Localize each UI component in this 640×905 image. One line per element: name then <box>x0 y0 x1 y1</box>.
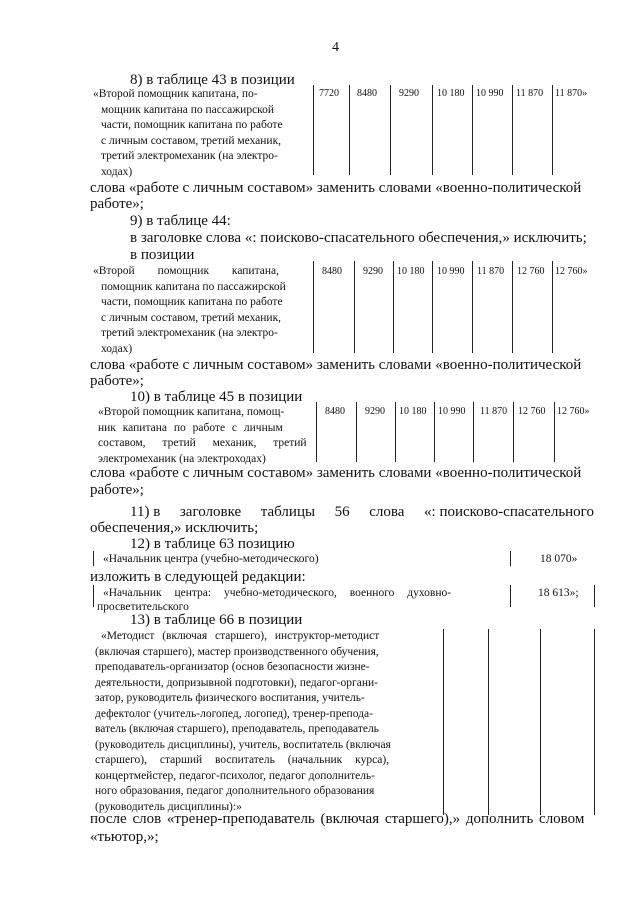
item9-heading: 9) в таблице 44: <box>130 213 231 229</box>
item8-col-border <box>349 85 350 175</box>
item8-value: 8480 <box>357 88 377 99</box>
item13-desc-line: преподаватель-организатор (основ безопасности жизне- <box>95 661 370 673</box>
item8-value: 11 870 <box>516 88 544 99</box>
item13-desc-line: ного образования, педагог дополнительного образования <box>95 785 375 797</box>
item10-desc-line: составом, третий механик, третий <box>98 437 307 449</box>
item9-value: 8480 <box>322 266 342 277</box>
item9-desc-line: третий электромеханик (на электро- <box>101 327 278 339</box>
item9-col-border <box>512 261 513 353</box>
item10-col-border <box>395 402 396 462</box>
item13-desc-line: дефектолог (учитель-логопед, логопед), тренер-препода- <box>95 707 373 720</box>
item12-old-desc: «Начальник центра (учебно-методического) <box>103 553 319 565</box>
item8-col-border <box>313 85 314 175</box>
item8-replace-line: слова «работе с личным составом» заменить словами «военно-политической <box>90 180 582 196</box>
item9-value: 10 990 <box>437 266 465 277</box>
item12-new-desc-line: просветительского <box>97 601 189 613</box>
item13-desc-line: (руководитель дисциплины):» <box>95 800 242 813</box>
item10-value: 12 760» <box>557 406 590 417</box>
item9-replace-line: работе»; <box>90 373 144 389</box>
item13-col-border <box>443 629 444 815</box>
item8-desc-line: «Второй помощник капитана, по- <box>93 88 258 100</box>
item10-replace-line: слова «работе с личным составом» заменить словами «военно-политической <box>90 465 582 481</box>
item8-col-border <box>472 85 473 175</box>
item9-col-border <box>432 261 433 353</box>
item10-description <box>98 405 312 467</box>
item13-after-line: после слов «тренер-преподаватель (включая старшего),» дополнить словом <box>90 811 585 827</box>
item13-desc-line: деятельности, допризывной подготовки), педагог-органи- <box>95 676 378 689</box>
item8-desc-line: мощник капитана по пассажирской <box>101 103 275 116</box>
item9-desc-line: с личным составом, третий механик, <box>101 311 282 324</box>
item13-desc-line: старшего), старший воспитатель (начальник курса), <box>95 754 390 766</box>
item11-word: таблицы <box>260 504 316 520</box>
item8-heading: 8) в таблице 43 в позиции <box>130 72 295 88</box>
item12-row-border <box>510 585 511 607</box>
page-number: 4 <box>332 40 339 55</box>
item8-desc-line: ходах) <box>101 165 133 178</box>
item8-description <box>93 87 307 180</box>
item12-old-value: 18 070» <box>540 553 578 565</box>
item13-after-line: «тьютор,»; <box>90 829 159 845</box>
item8-value: 10 990 <box>476 88 504 99</box>
item10-col-border <box>316 402 317 462</box>
item8-col-border <box>552 85 553 175</box>
item13-desc-line: концертмейстер, педагог-психолог, педагог дополнитель- <box>95 769 376 782</box>
item10-desc-line: «Второй помощник капитана, помощ- <box>98 406 285 418</box>
item13-heading: 13) в таблице 66 в позиции <box>130 612 303 628</box>
item9-col-border <box>393 261 394 353</box>
item10-desc-line: электромеханик (на электроходах) <box>98 452 266 465</box>
item9-value: 10 180 <box>397 266 425 277</box>
item10-heading: 10) в таблице 45 в позиции <box>130 389 303 405</box>
item12-heading: 12) в таблице 63 позицию <box>130 536 295 552</box>
item9-value: 12 760 <box>517 266 545 277</box>
item11-line <box>130 504 594 521</box>
item9-desc-line: ходах) <box>101 342 133 355</box>
item9-desc-line: помощник капитана по пассажирской <box>101 280 286 293</box>
item12-row-border <box>594 585 595 607</box>
item12-mid: изложить в следующей редакции: <box>90 569 306 585</box>
item10-value: 10 180 <box>399 406 427 417</box>
item10-col-border <box>473 402 474 462</box>
item11-line: обеспечения,» исключить; <box>90 520 259 536</box>
item10-col-border <box>513 402 514 462</box>
item13-desc-line: «Методист (включая старшего), инструктор-методист <box>101 630 380 642</box>
item10-replace-line: работе»; <box>90 482 144 498</box>
item8-col-border <box>512 85 513 175</box>
item8-value: 10 180 <box>437 88 465 99</box>
item10-col-border <box>356 402 357 462</box>
item12-row-border <box>510 551 511 566</box>
item9-value: 9290 <box>363 266 383 277</box>
item11-word: слова <box>369 504 405 520</box>
item8-value: 11 870» <box>555 88 588 99</box>
item13-desc-line: (включая старшего), мастер производственного обучения, <box>95 645 379 658</box>
item13-col-border <box>594 629 595 815</box>
item9-col-border <box>552 261 553 353</box>
item8-value: 7720 <box>319 88 339 99</box>
item9-value: 11 870 <box>477 266 505 277</box>
item13-desc-line: затор, руководитель физического воспитания, учитель- <box>95 692 365 704</box>
item12-row-border <box>93 585 94 607</box>
item12-new-value: 18 613»; <box>538 587 579 599</box>
item13-col-border <box>488 629 489 815</box>
item9-col-border <box>472 261 473 353</box>
item10-value: 10 990 <box>438 406 466 417</box>
item12-new-desc-line: «Начальник центра: учебно-методического, военного духовно- <box>103 587 452 599</box>
item13-col-border <box>540 629 541 815</box>
item11-word: 11) в <box>130 504 161 520</box>
item10-col-border <box>554 402 555 462</box>
item8-desc-line: с личным составом, третий механик, <box>101 134 282 147</box>
item9-description <box>93 264 307 357</box>
item9-replace-line: слова «работе с личным составом» заменить словами «военно-политической <box>90 357 582 373</box>
item9-col-border <box>354 261 355 353</box>
item10-desc-line: ник капитана по работе с личным <box>98 421 283 434</box>
item12-row-border <box>93 551 94 566</box>
item10-col-border <box>434 402 435 462</box>
item9-value: 12 760» <box>555 266 588 277</box>
item8-col-border <box>432 85 433 175</box>
item8-col-border <box>390 85 391 175</box>
item10-value: 9290 <box>365 406 385 417</box>
item8-desc-line: части, помощник капитана по работе <box>101 119 283 131</box>
item8-desc-line: третий электромеханик (на электро- <box>101 150 278 162</box>
item10-value: 12 760 <box>518 406 546 417</box>
item9-col-border <box>313 261 314 353</box>
item11-word: 56 <box>334 504 350 520</box>
item11-word: «: поисково-спасательного <box>424 504 594 520</box>
item9-line: в позиции <box>130 247 195 263</box>
item10-value: 11 870 <box>480 406 508 417</box>
item10-value: 8480 <box>325 406 345 417</box>
item13-desc-line: (руководитель дисциплины), учитель, воспитатель (включая <box>95 738 391 751</box>
item9-desc-line: «Второй помощник капитана, <box>93 265 279 277</box>
item8-value: 9290 <box>399 88 419 99</box>
item13-desc-line: ватель (включая старшего), преподаватель, преподаватель <box>95 723 379 735</box>
item9-desc-line: части, помощник капитана по работе <box>101 296 283 308</box>
item11-word: заголовке <box>179 504 242 520</box>
item9-line: в заголовке слова «: поисково-спасательного обеспечения,» исключить; <box>130 230 587 246</box>
item13-description <box>95 629 440 815</box>
item8-replace-line: работе»; <box>90 196 144 212</box>
